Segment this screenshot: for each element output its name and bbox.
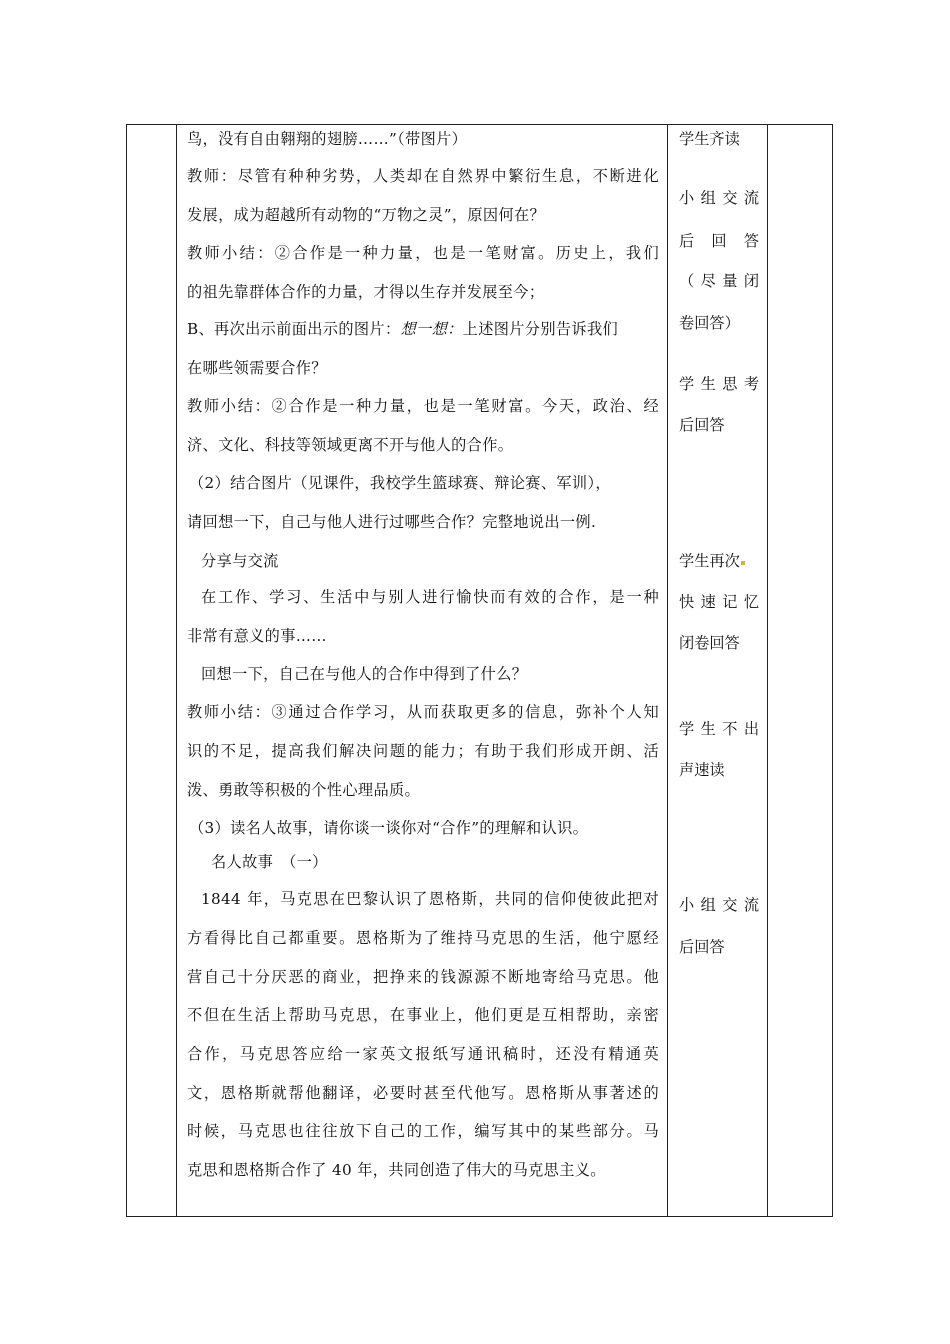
- content-line: 回想一下，自己在与他人的合作中得到了什么？: [201, 665, 528, 683]
- student-line: 后回答: [679, 938, 725, 956]
- content-line: 教师小结：③通过合作学习，从而获取更多的信息，弥补个人知: [187, 703, 659, 721]
- content-line: 教师：尽管有种种劣势，人类却在自然界中繁衍生息，不断进化: [187, 167, 659, 185]
- student-line: 小组交流: [679, 189, 759, 207]
- content-segment: B、再次出示前面出示的图片：: [187, 320, 401, 338]
- content-line: 教师小结：②合作是一种力量，也是一笔财富。今天，政治、经: [187, 397, 659, 415]
- content-line: 发展，成为超越所有动物的“万物之灵”，原因何在？: [187, 206, 546, 224]
- content-line: 济、文化、科技等领域更离不开与他人的合作。: [187, 436, 514, 454]
- student-line: 学生思考: [679, 375, 759, 393]
- content-line: 合作，马克思答应给一家英文报纸写通讯稿时，还没有精通英: [187, 1045, 659, 1063]
- student-line: 快速记忆: [679, 593, 759, 611]
- content-line: 在工作、学习、生活中与别人进行愉快而有效的合作，是一种: [201, 588, 659, 606]
- column-divider-3: [767, 125, 768, 1216]
- content-line: 教师小结：②合作是一种力量，也是一笔财富。历史上，我们: [187, 244, 659, 262]
- lesson-table: [126, 124, 833, 1217]
- student-line: 声速读: [679, 761, 725, 779]
- story-heading: 名人故事 （一）: [211, 853, 328, 871]
- student-line: （尽量闭: [679, 272, 759, 290]
- content-line: 文，恩格斯就帮他翻译，必要时甚至代他写。恩格斯从事著述的: [187, 1084, 659, 1102]
- student-line: 闭卷回答: [679, 634, 740, 652]
- student-line: 小组交流: [679, 896, 759, 914]
- content-segment: 上述图片分别告诉我们: [462, 320, 619, 338]
- student-line: 后回答: [679, 416, 725, 434]
- content-line: 鸟，没有自由翱翔的翅膀……”（带图片）: [187, 130, 468, 148]
- student-line: [679, 551, 759, 571]
- content-line: （2）结合图片（见课件，我校学生篮球赛、辩论赛、军训），: [189, 474, 611, 492]
- student-line: 学生齐读: [679, 130, 740, 148]
- content-line: 营自己十分厌恶的商业，把挣来的钱源源不断地寄给马克思。他: [187, 968, 659, 986]
- think-prompt: 想一想：: [400, 320, 463, 338]
- content-line: （3）读名人故事，请你谈一谈你对“合作”的理解和认识。: [189, 819, 589, 837]
- content-line: 请回想一下，自己与他人进行过哪些合作？完整地说出一例.: [187, 513, 597, 531]
- content-line: 泼、勇敢等积极的个性心理品质。: [187, 781, 421, 799]
- content-line: 的祖先靠群体合作的力量，才得以生存并发展至今；: [187, 283, 545, 301]
- column-divider-2: [667, 125, 668, 1216]
- content-line: 识的不足，提高我们解决问题的能力；有助于我们形成开朗、活: [187, 742, 659, 760]
- marker-dot-icon: [741, 561, 745, 565]
- content-line: 1844 年，马克思在巴黎认识了恩格斯，共同的信仰使彼此把对: [201, 890, 659, 908]
- content-line: 不但在生活上帮助马克思，在事业上，他们更是互相帮助，亲密: [187, 1006, 659, 1024]
- content-line: 在哪些领需要合作？: [187, 359, 327, 377]
- content-line: 时候，马克思也往往放下自己的工作，编写其中的某些部分。马: [187, 1122, 659, 1140]
- content-line: 非常有意义的事……: [187, 627, 327, 645]
- content-line: 克思和恩格斯合作了 40 年，共同创造了伟大的马克思主义。: [187, 1161, 606, 1179]
- student-line: 后 回 答: [679, 232, 759, 250]
- content-line: [187, 319, 618, 339]
- column-divider-1: [176, 125, 177, 1216]
- content-line: 方看得比自己都重要。恩格斯为了维持马克思的生活，他宁愿经: [187, 929, 659, 947]
- student-line: 卷回答）: [679, 314, 740, 332]
- student-line-text: 学生再次: [679, 552, 740, 570]
- section-heading: 分享与交流: [201, 552, 279, 570]
- student-line: 学生不出: [679, 720, 759, 738]
